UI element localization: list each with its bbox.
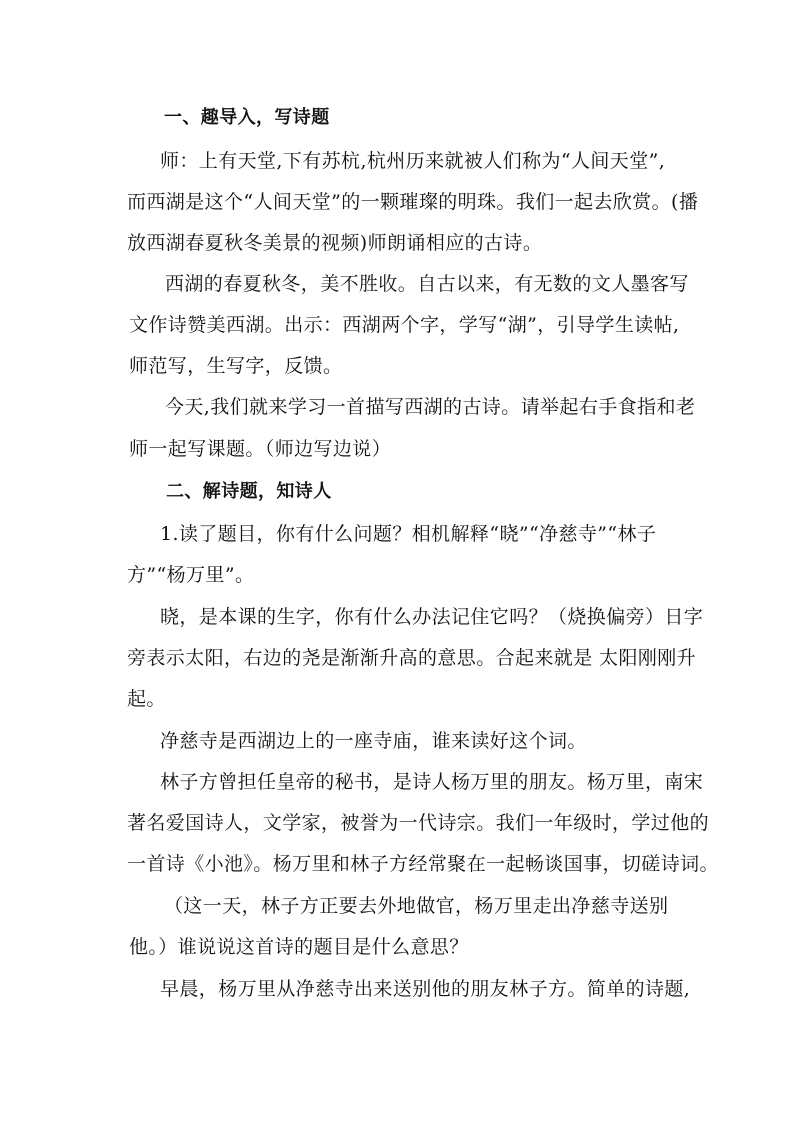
paragraph-line: 晓，是本课的生字，你有什么办法记住它吗？（烧换偏旁）日字 (160, 606, 704, 628)
section-heading-intro: 一、趣导入，写诗题 (164, 107, 330, 128)
paragraph-line: 方”“杨万里”。 (127, 564, 255, 586)
paragraph-line: 放西湖春夏秋冬美景的视频)师朗诵相应的古诗。 (127, 232, 543, 254)
paragraph-line: 今天,我们就来学习一首描写西湖的古诗。请举起右手食指和老 (165, 396, 696, 418)
paragraph-line: 净慈寺是西湖边上的一座寺庙，谁来读好这个词。 (160, 730, 587, 752)
paragraph-line: 师范写，生写字，反馈。 (129, 355, 343, 377)
paragraph-line: 一首诗《小池》。杨万里和林子方经常聚在一起畅谈国事，切磋诗词。 (127, 853, 719, 875)
paragraph-line: 师：上有天堂,下有苏杭,杭州历来就被人们称为“人间天堂”, (160, 150, 666, 172)
paragraph-line: 著名爱国诗人，文学家，被誉为一代诗宗。我们一年级时，学过他的 (127, 812, 710, 834)
paragraph-line: 早晨，杨万里从净慈寺出来送别他的朋友林子方。简单的诗题, (160, 978, 691, 1000)
paragraph-line: 文作诗赞美西湖。出示：西湖两个字，学写“湖”，引导学生读帖, (129, 314, 680, 336)
paragraph-line: （这一天，林子方正要去外地做官，杨万里走出净慈寺送别 (164, 895, 669, 917)
paragraph-line: 1.读了题目，你有什么问题？相机解释“晓”“净慈寺”“林子 (160, 523, 657, 545)
paragraph-line: 而西湖是这个“人间天堂”的一颗璀璨的明珠。我们一起去欣赏。(播 (127, 191, 699, 213)
paragraph-line: 旁表示太阳，右边的尧是渐渐升高的意思。合起来就是 太阳刚刚升 (127, 647, 697, 669)
paragraph-line: 西湖的春夏秋冬，美不胜收。自古以来，有无数的文人墨客写 (165, 273, 689, 295)
paragraph-line: 他。）谁说说这首诗的题目是什么意思？ (129, 936, 469, 958)
paragraph-line: 林子方曾担任皇帝的秘书，是诗人杨万里的朋友。杨万里，南宋 (160, 771, 704, 793)
paragraph-line: 起。 (127, 688, 166, 710)
paragraph-line: 师一起写课题。（师边写边说） (129, 438, 392, 460)
section-heading-poet: 二、解诗题，知诗人 (166, 481, 332, 502)
